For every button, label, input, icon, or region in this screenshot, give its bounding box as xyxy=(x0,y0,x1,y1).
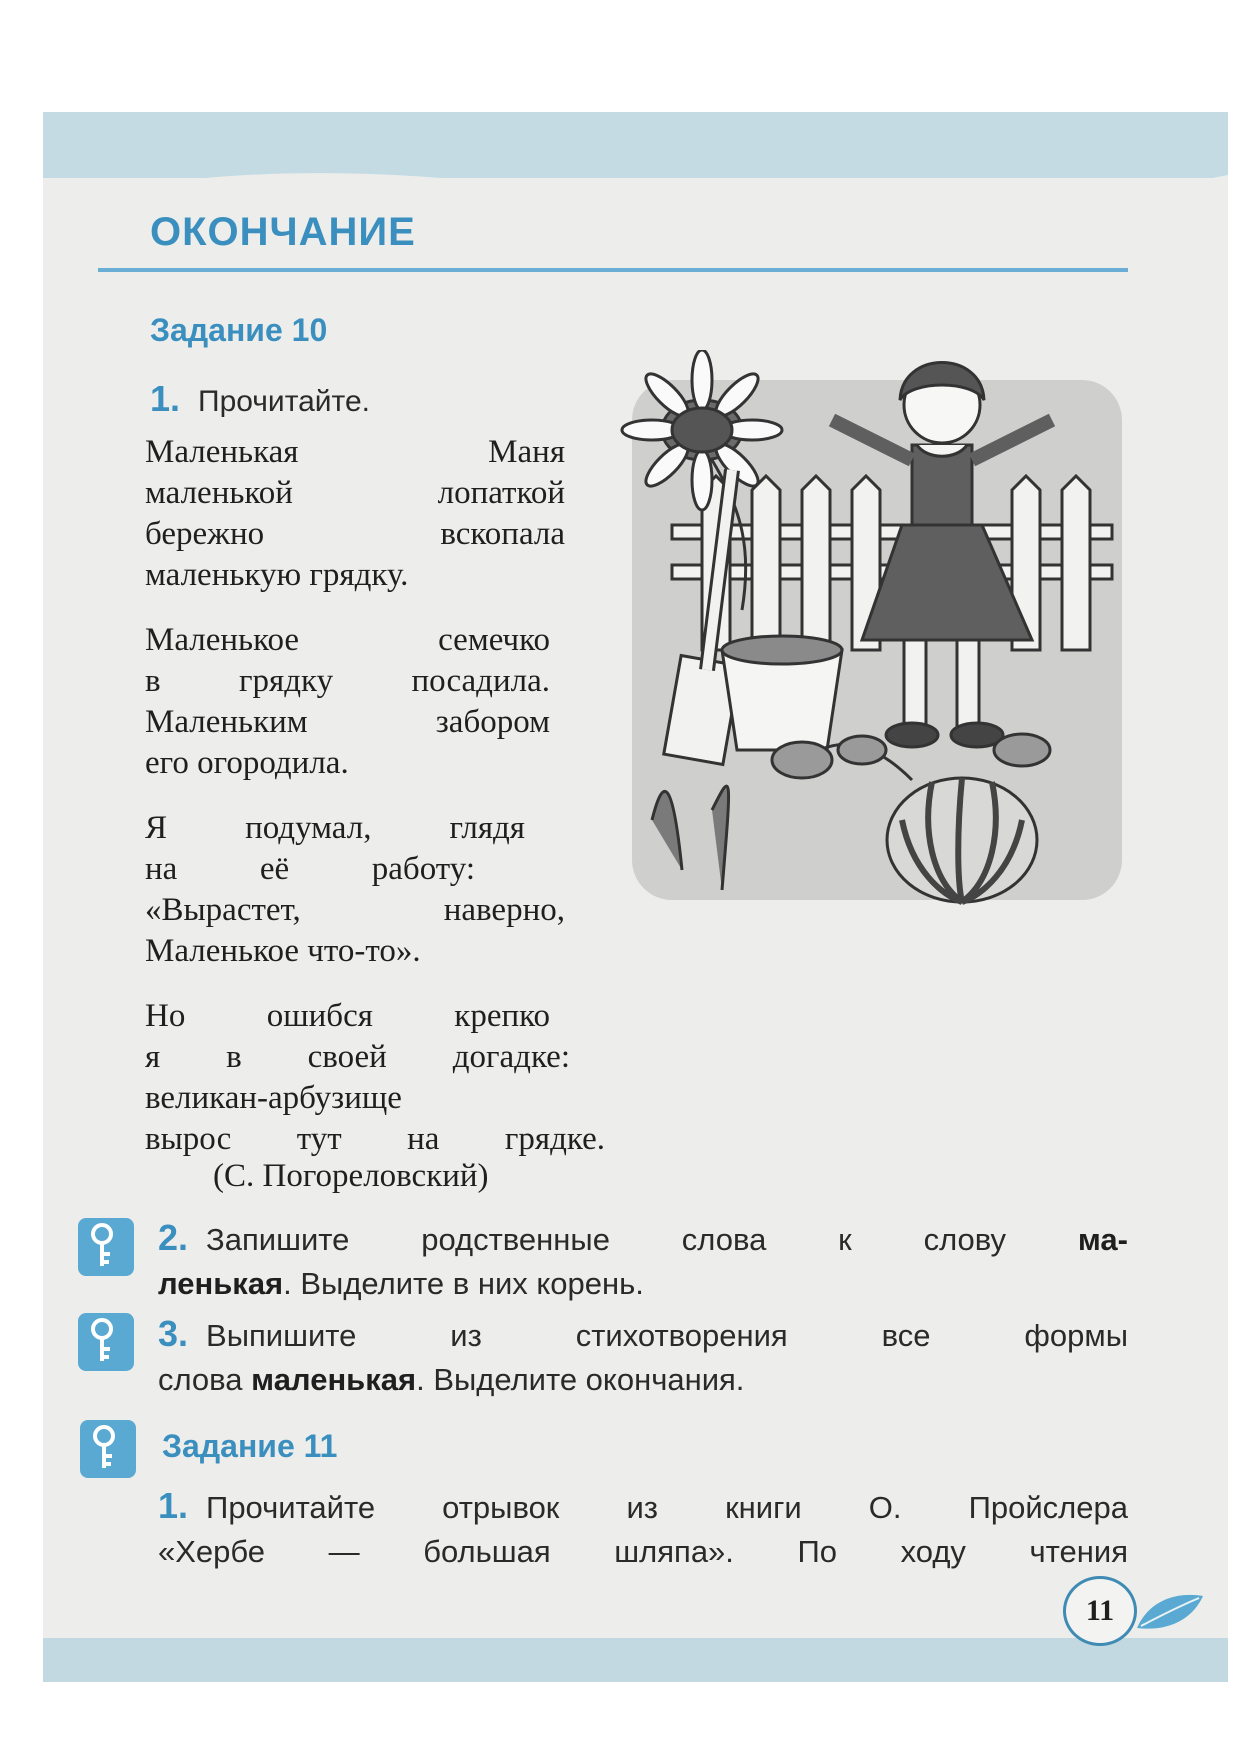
exercise-text: Запишите родственные слова к слову xyxy=(206,1222,1007,1257)
exercise-text: Прочитайте отрывок из книги О. Пройслера xyxy=(206,1490,1128,1525)
task-10-item-3 xyxy=(158,1312,1128,1402)
poem-line: на её работу: xyxy=(145,851,475,887)
bottom-band xyxy=(43,1638,1228,1682)
poem-author: (С. Погореловский) xyxy=(213,1158,489,1194)
poem-line: Но ошибся крепко xyxy=(145,998,550,1034)
poem-line: я в своей догадке: xyxy=(145,1039,570,1075)
item-number: 2. xyxy=(158,1217,189,1258)
poem-line: маленькую грядку. xyxy=(145,557,409,593)
poem-stanza-3 xyxy=(145,808,565,972)
poem-line: Маленькое семечко xyxy=(145,622,550,658)
exercise-text: . Выделите окончания. xyxy=(416,1362,745,1397)
task-10-item-1 xyxy=(150,378,370,420)
page-title: ОКОНЧАНИЕ xyxy=(150,210,416,254)
exercise-text: слова xyxy=(158,1362,243,1397)
poem-stanza-2 xyxy=(145,620,550,784)
item-number: 1. xyxy=(158,1485,189,1526)
poem-stanza-4 xyxy=(145,996,605,1160)
poem-line: бережно вскопала xyxy=(145,516,565,552)
leaf-icon xyxy=(1135,1590,1205,1634)
exercise-line xyxy=(158,1312,1128,1358)
poem-line: его огородила. xyxy=(145,745,349,781)
poem-line: Я подумал, глядя xyxy=(145,810,525,846)
key-icon xyxy=(80,1420,136,1478)
key-word: маленькая xyxy=(251,1362,417,1397)
item-text: Прочитайте. xyxy=(198,385,370,418)
exercise-line xyxy=(158,1358,1128,1402)
poem-line: в грядку посадила. xyxy=(145,663,550,699)
poem-line: «Вырастет, наверно, xyxy=(145,892,565,928)
item-number: 1. xyxy=(150,378,181,419)
page-number: 11 xyxy=(1063,1576,1137,1646)
task-10-heading: Задание 10 xyxy=(150,312,328,348)
task-11-heading: Задание 11 xyxy=(162,1428,338,1464)
key-icon xyxy=(78,1218,134,1276)
poem-line: великан-арбузище xyxy=(145,1080,402,1116)
poem-line: Маленькое что-то». xyxy=(145,933,421,969)
task-10-item-2 xyxy=(158,1216,1128,1306)
poem-line: Маленькая Маня xyxy=(145,434,565,470)
poem-stanza-1 xyxy=(145,432,565,596)
exercise-line xyxy=(158,1262,1128,1306)
key-word: ленькая xyxy=(158,1266,284,1301)
exercise-text: . Выделите в них корень. xyxy=(283,1266,644,1301)
exercise-line xyxy=(158,1216,1128,1262)
exercise-text: Выпишите из стихотворения все формы xyxy=(206,1318,1128,1353)
exercise-line: «Хербе — большая шляпа». По ходу чтения xyxy=(158,1534,1128,1569)
key-icon xyxy=(78,1313,134,1371)
title-underline xyxy=(98,268,1128,272)
poem-line: маленькой лопаткой xyxy=(145,475,565,511)
poem-line: вырос тут на грядке. xyxy=(145,1121,605,1157)
exercise-line xyxy=(158,1484,1128,1530)
key-word: ма- xyxy=(1077,1222,1128,1257)
girl-garden-illustration xyxy=(612,350,1132,910)
poem-line: Маленьким забором xyxy=(145,704,550,740)
item-number: 3. xyxy=(158,1313,189,1354)
task-11-item-1 xyxy=(158,1484,1128,1574)
